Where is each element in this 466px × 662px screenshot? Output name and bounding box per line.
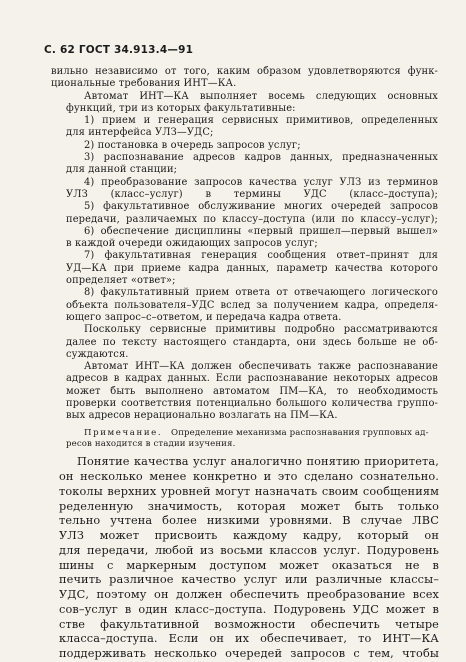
text-line: сов–услуг в один класс–доступа. Подуровень УДС может в <box>59 602 439 616</box>
text-line: тельно учтена более низкими уровнями. В случае ЛВС <box>59 514 439 528</box>
text-line: ющего запрос–с–ответом, и передача кадра ответа. <box>66 311 342 323</box>
note <box>66 428 438 451</box>
text-line: печить различное качество услуг или различные классы– <box>59 573 439 587</box>
paragraph-5 <box>59 455 439 662</box>
text-line: объекта пользователя–УДС вслед за получением кадра, определя- <box>66 299 438 311</box>
note-line-2: ресов находится в стадии изучения. <box>66 439 236 449</box>
text-line: далее по тексту настоящего стандарта, они здесь больше не об- <box>66 336 438 348</box>
document-body <box>51 66 439 662</box>
text-line: в каждой очереди ожидающих запросов услуг; <box>66 238 318 250</box>
text-line: Автомат ИНТ—КА выполняет восемь следующих основных <box>84 90 438 102</box>
list-item: 8) факультативный прием ответа от отвечающего логического <box>84 287 438 299</box>
text-line: суждаются. <box>66 348 129 360</box>
text-line: для данной станции; <box>66 164 178 176</box>
text-line: класса–доступа. Если он их обеспечивает, то ИНТ—КА <box>59 632 439 646</box>
text-line: передачи, различаемых по классу–доступа (или по классу–услуг); <box>66 213 438 225</box>
text-line: циональные требования ИНТ—КА. <box>51 78 237 90</box>
text-line: УЛЗ (класс–услуг) в термины УДС (класс–доступа); <box>66 188 438 200</box>
list-item: 1) прием и генерация сервисных примитивов, определенных <box>84 115 438 127</box>
text-line: проверки соответствия потенциально большого количества группо- <box>66 398 438 410</box>
note-text: Определение механизма распознавания групповых ад- <box>171 427 429 438</box>
text-line: вых адресов нерационально возлагать на ПМ—КА. <box>66 410 338 422</box>
paragraph-3 <box>66 324 438 361</box>
list-item: 4) преобразование запросов качества услуг УЛЗ из терминов <box>84 176 438 188</box>
text-line: может быть выполнено автоматом ПМ—КА, то необходимость <box>66 385 438 397</box>
text-line: токолы верхних уровней могут назначать своим сообщениям <box>59 484 439 498</box>
text-line: Понятие качества услуг аналогично понятию приоритета, <box>77 455 439 469</box>
page-header: С. 62 ГОСТ 34.913.4—91 <box>44 44 194 56</box>
text-line: поддерживать несколько очередей запросов с тем, чтобы <box>59 647 439 661</box>
text-line: вильно независимо от того, каким образом удовлетворяются функ- <box>51 66 438 77</box>
text-line: функций, три из которых факультативные: <box>66 102 296 114</box>
list-item: 7) факультативная генерация сообщения ответ–принят для <box>84 250 438 262</box>
text-line: стве факультативной возможности обеспечить четыре <box>59 617 439 631</box>
text-line: для интерфейса УЛЗ—УДС; <box>66 127 214 139</box>
text-line: шины с маркерным доступом может оказаться не в <box>59 558 439 572</box>
text-line: УДС, поэтому он должен обеспечить преобразование всех <box>59 588 439 602</box>
list-item: 5) факультативное обслуживание многих очередей запросов <box>84 201 438 213</box>
text-line: он несколько менее конкретно и это сделано сознательно. <box>59 470 439 484</box>
paragraph-1 <box>51 66 438 91</box>
text-line: УД—КА при приеме кадра данных, параметр качества которого <box>66 262 438 274</box>
text-line: Поскольку сервисные примитивы подробно рассматриваются <box>84 324 438 336</box>
note-line-1 <box>66 428 438 439</box>
list-item: 6) обеспечение дисциплины «первый пришел—первый вышел» <box>84 225 438 237</box>
text-line: определяет «ответ»; <box>66 275 176 287</box>
note-label: Примечание. <box>84 427 163 438</box>
list-item: 3) распознавание адресов кадров данных, предназначенных <box>84 152 438 164</box>
text-line: ределенную значимость, которая может быть только <box>59 499 439 513</box>
paragraph-4 <box>66 361 438 422</box>
list-item: 2) постановка в очередь запросов услуг; <box>84 139 301 151</box>
text-line: адресов в кадрах данных. Если распознавание некоторых адресов <box>66 373 438 385</box>
text-line: Автомат ИНТ—КА должен обеспечивать также распознавание <box>84 361 438 373</box>
text-line: УЛЗ может присвоить каждому кадру, который он <box>59 529 439 543</box>
paragraph-2 <box>66 91 438 325</box>
text-line: для передачи, любой из восьми классов услуг. Подуровень <box>59 543 439 557</box>
